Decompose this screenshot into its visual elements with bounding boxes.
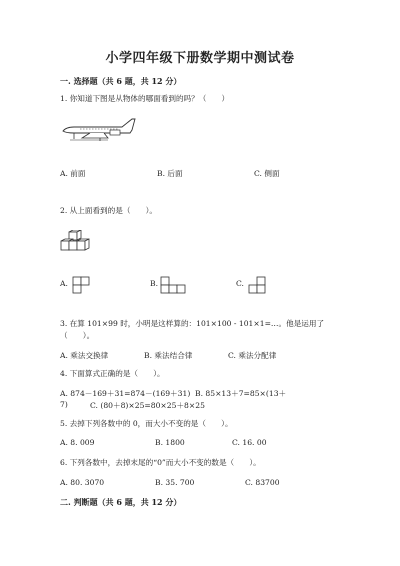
q5-option-b: B. 1800: [155, 438, 185, 447]
question-6: 6. 下列各数中，去掉末尾的“0”而大小不变的数是（ ）。: [60, 458, 261, 467]
q4-option-c: C. (80＋8)×25=80×25＋8×25: [90, 401, 205, 410]
question-5: 5. 去掉下列各数中的 0，而大小不变的是（ ）。: [60, 419, 233, 428]
q1-option-a: A. 前面: [60, 169, 86, 178]
q2-option-c-grid: [248, 276, 266, 294]
q2-option-a-grid: [72, 276, 90, 294]
airplane-figure: [60, 116, 136, 142]
question-4: 4. 下面算式正确的是（ ）。: [60, 369, 165, 378]
q2-option-c: C.: [236, 279, 244, 288]
q2-option-b: B.: [150, 279, 158, 288]
q4-option-a: A. 874－169＋31=874－(169＋31): [60, 389, 191, 398]
q1-option-c: C. 侧面: [254, 169, 280, 178]
q3-option-a: A. 乘法交换律: [60, 351, 109, 360]
q3-option-b: B. 乘法结合律: [144, 351, 193, 360]
q6-option-c: C. 83700: [245, 478, 280, 487]
question-2: 2. 从上面看到的是（ ）。: [60, 206, 157, 215]
page-title: 小学四年级下册数学期中测试卷: [105, 51, 295, 66]
question-3-line-1: 3. 在算 101×99 时，小明是这样算的：101×100 - 101×1=…。他是运用了: [60, 319, 325, 328]
section-heading-choice: 一. 选择题（共 6 题，共 12 分）: [60, 76, 182, 86]
q3-option-c: C. 乘法分配律: [228, 351, 277, 360]
q6-option-a: A. 80. 3070: [60, 478, 105, 487]
q5-option-c: C. 16. 00: [232, 438, 267, 447]
q6-option-b: B. 35. 700: [155, 478, 195, 487]
q4-option-b-continued: 7): [60, 400, 68, 409]
q2-option-a: A.: [60, 279, 68, 288]
q4-option-b: B. 85×13＋7=85×(13＋: [195, 389, 287, 398]
q5-option-a: A. 8. 009: [60, 438, 95, 447]
q1-option-b: B. 后面: [157, 169, 183, 178]
question-3-line-2: （ ）。: [60, 331, 95, 340]
cubes-figure: [60, 230, 96, 252]
q2-option-b-grid: [160, 276, 186, 294]
question-1: 1. 你知道下图是从物体的哪面看到的吗？（ ）: [60, 94, 230, 103]
section-heading-judgement: 二. 判断题（共 6 题，共 12 分）: [60, 497, 182, 507]
